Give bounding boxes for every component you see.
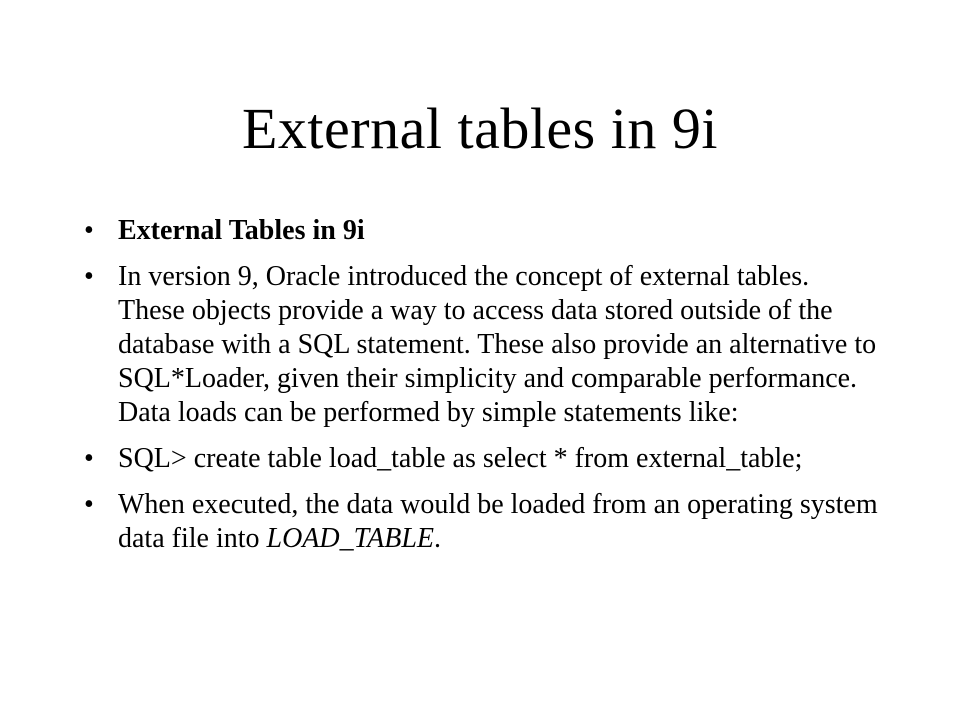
bullet-text-4-end: . <box>434 523 442 554</box>
bullet-icon: • <box>84 215 94 246</box>
bullet-item-1 <box>80 214 880 248</box>
bullet-icon: • <box>84 443 94 474</box>
bullet-text-3: SQL> create table load_table as select * from external_table; <box>118 443 803 474</box>
bullet-item-2 <box>80 260 880 430</box>
bullet-text-1: External Tables in 9i <box>118 215 365 246</box>
bullet-text-4 <box>118 489 878 554</box>
slide-title: External tables in 9i <box>242 96 718 161</box>
bullet-item-4 <box>80 488 880 556</box>
bullet-text-4-table-name: LOAD_TABLE <box>266 523 435 554</box>
bullet-icon: • <box>84 489 94 520</box>
bullet-item-3 <box>80 442 880 476</box>
bullet-icon: • <box>84 261 94 292</box>
bullet-text-2: In version 9, Oracle introduced the concept of external tables. These objects provide a way to access data stored outside of the database with a SQL statement. These also provide an alternative to SQL*Loader, given their simplicity and comparable performance. Data loads can be performed by simple statements like: <box>118 261 877 428</box>
bullet-text-4-start: When executed, the data would be loaded from an operating system data file into <box>118 489 878 554</box>
bullet-list <box>80 214 880 568</box>
